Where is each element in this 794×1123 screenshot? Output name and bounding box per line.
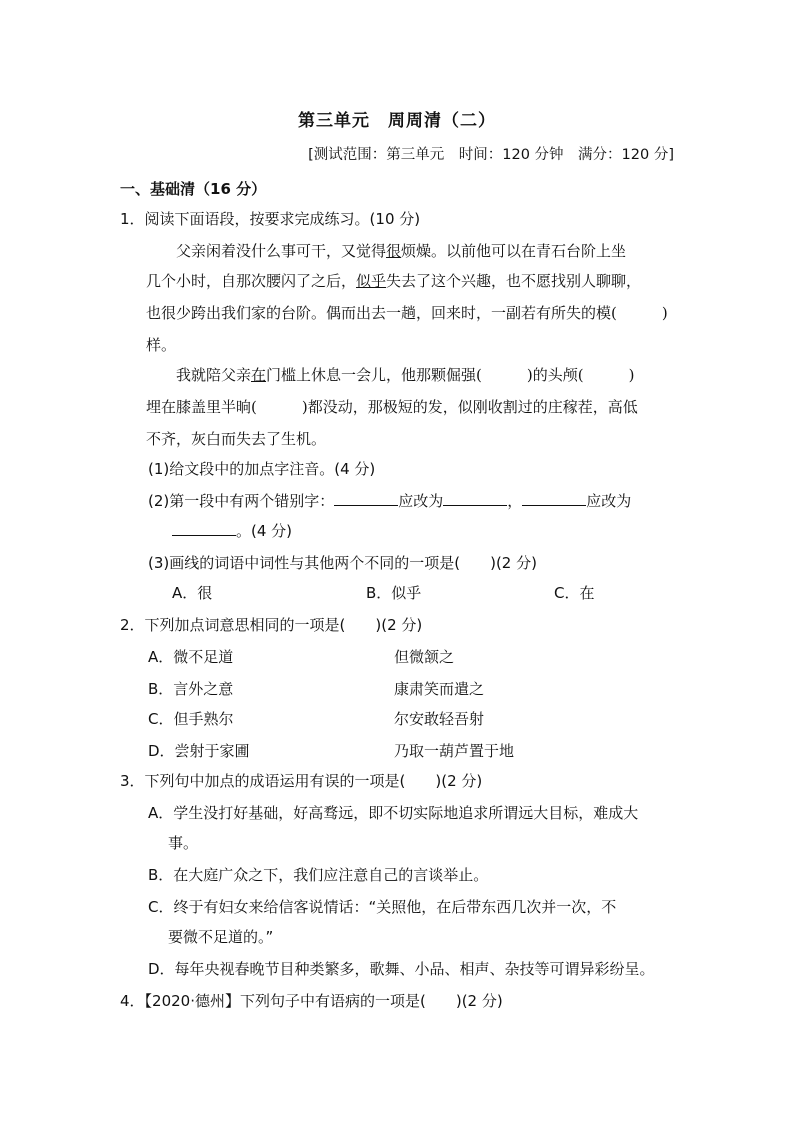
source-tag: 【2020·德州】 bbox=[144, 992, 240, 1010]
q2-right: 康肃笑而遣之 bbox=[394, 680, 485, 698]
sub-question-2-cont: 。(4 分) bbox=[172, 520, 292, 541]
q2-left: D．尝射于家圃 bbox=[148, 742, 250, 760]
q3-option-d[interactable]: D．每年央视春晚节目种类繁多，歌舞、小品、相声、杂技等可谓异彩纷呈。 bbox=[148, 960, 655, 978]
q3-option-c[interactable]: C．终于有妇女来给信客说情话：“关照他，在后带东西几次并一次，不 bbox=[148, 898, 617, 916]
option-a[interactable]: A．很 bbox=[172, 584, 213, 602]
underlined-word: 在 bbox=[251, 366, 267, 384]
passage-line: 也很少跨出我们家的台阶。偶而出去一趟，回来时，一副若有所失的模( ) bbox=[146, 304, 668, 322]
q2-left: B．言外之意 bbox=[148, 680, 234, 698]
answer-blank[interactable] bbox=[522, 491, 586, 506]
q2-left: A．微不足道 bbox=[148, 648, 234, 666]
sub-question-2: (2)第一段中有两个错别字： 应改为 ， 应改为 bbox=[148, 492, 632, 510]
q2-right: 乃取一葫芦置于地 bbox=[394, 742, 515, 760]
answer-blank[interactable] bbox=[172, 521, 236, 536]
question-3-stem: 3．下列句中加点的成语运用有误的一项是( )(2 分) bbox=[120, 772, 483, 790]
q2-row[interactable] bbox=[148, 708, 485, 729]
q3-option-b[interactable]: B．在大庭广众之下，我们应注意自己的言谈举止。 bbox=[148, 866, 489, 884]
option-b[interactable]: B．似乎 bbox=[366, 584, 422, 602]
passage-line: 几个小时，自那次腰闪了之后，似乎失去了这个兴趣，也不愿找别人聊聊， bbox=[146, 272, 642, 290]
page-title: 第三单元 周周清（二） bbox=[298, 111, 496, 131]
answer-blank[interactable] bbox=[443, 491, 507, 506]
q2-row[interactable] bbox=[148, 678, 485, 699]
q2-right: 尔安敢轻吾射 bbox=[394, 710, 485, 728]
q3-option-a-cont: 事。 bbox=[168, 834, 199, 852]
option-c[interactable]: C．在 bbox=[554, 584, 595, 602]
question-1-stem: 1．阅读下面语段，按要求完成练习。(10 分) bbox=[120, 210, 421, 228]
underlined-word: 似乎 bbox=[356, 272, 387, 290]
q2-left: C．但手熟尔 bbox=[148, 710, 234, 728]
question-4-stem: 4．【2020·德州】下列句子中有语病的一项是( )(2 分) bbox=[120, 992, 503, 1010]
passage-line: 父亲闲着没什么事可干，又觉得很烦燥。以前他可以在青石台阶上坐 bbox=[176, 242, 627, 260]
q2-row[interactable] bbox=[148, 646, 455, 667]
q2-row[interactable] bbox=[148, 740, 515, 761]
question-2-stem: 2．下列加点词意思相同的一项是( )(2 分) bbox=[120, 616, 423, 634]
underlined-word: 很 bbox=[386, 242, 402, 260]
answer-blank[interactable] bbox=[334, 491, 398, 506]
passage-line: 样。 bbox=[146, 336, 177, 354]
passage-line: 我就陪父亲在门槛上休息一会儿，他那颗倔强( )的头颅( ) bbox=[176, 366, 635, 384]
q3-option-a[interactable]: A．学生没打好基础，好高骛远，即不切实际地追求所谓远大目标，难成大 bbox=[148, 804, 639, 822]
passage-line: 埋在膝盖里半晌( )都没动，那极短的发，似刚收割过的庄稼茬，高低 bbox=[146, 398, 638, 416]
section-heading: 一、基础清（16 分） bbox=[120, 180, 267, 198]
sub-question-1: (1)给文段中的加点字注音。(4 分) bbox=[148, 460, 376, 478]
q3-option-c-cont: 要微不足道的。” bbox=[168, 928, 274, 946]
passage-line: 不齐，灰白而失去了生机。 bbox=[146, 430, 327, 448]
sub-question-3: (3)画线的词语中词性与其他两个不同的一项是( )(2 分) bbox=[148, 554, 537, 572]
test-scope: [测试范围：第三单元 时间：120 分钟 满分：120 分] bbox=[308, 147, 674, 163]
q2-right: 但微颔之 bbox=[394, 648, 455, 666]
